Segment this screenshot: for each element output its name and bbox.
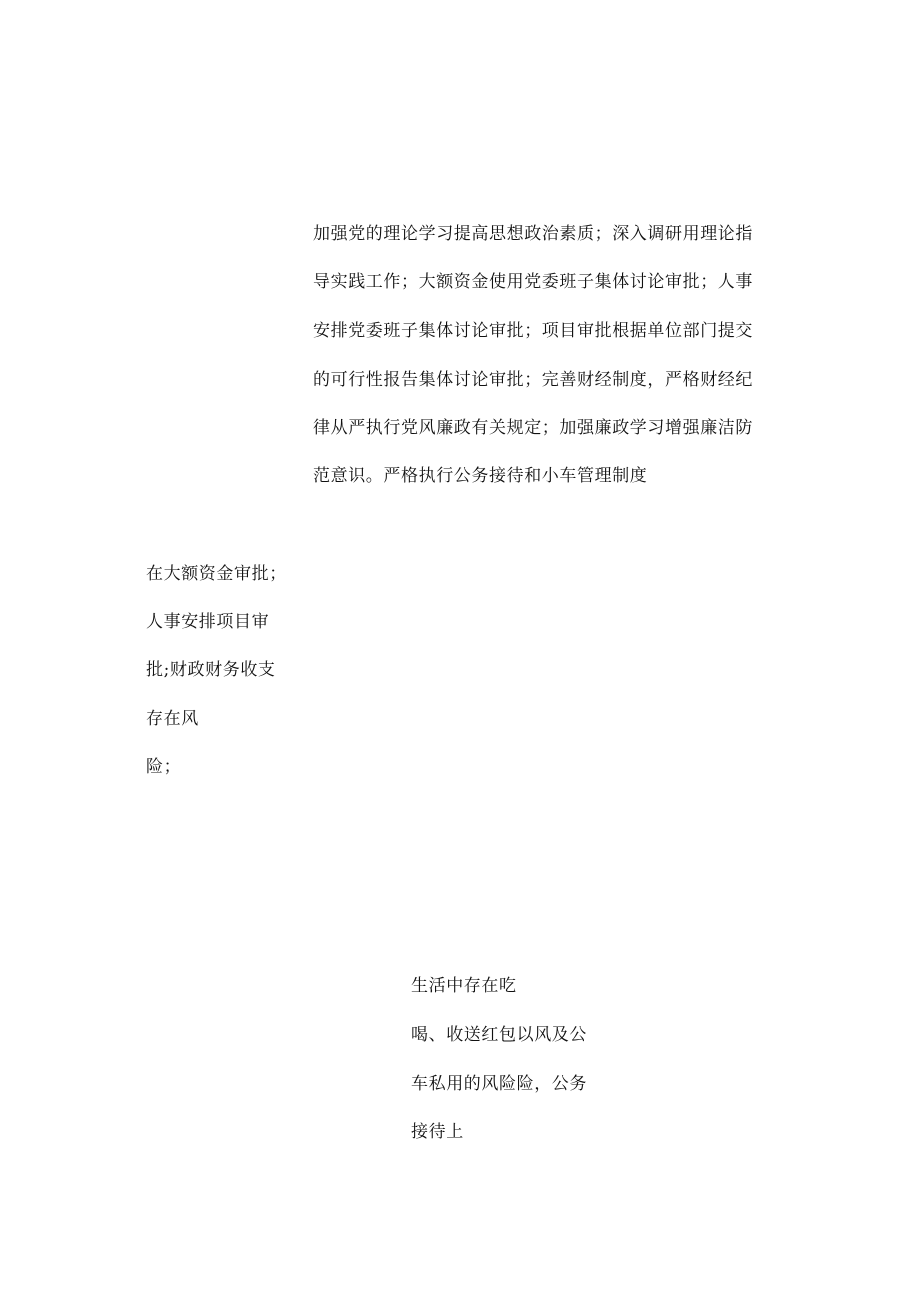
measures-line-6: 范意识。严格执行公务接待和小车管理制度 [313,466,648,486]
risk-bottom-line-3: 车私用的风险险，公务 [411,1074,587,1094]
measures-text-block [313,219,783,489]
risk-bottom-line-2: 喝、收送红包以风及公 [411,1025,587,1045]
risk-left-line-5: 险； [146,757,182,777]
risk-left-line-3: 批;财政财务收支 [146,660,276,680]
risk-left-line-2: 人事安排项目审 [146,612,270,632]
risk-description-bottom [411,971,611,1141]
measures-line-5: 律从严执行党风廉政有关规定；加强廉政学习增强廉洁防 [313,418,753,438]
risk-left-line-1: 在大额资金审批； [146,564,287,584]
measures-line-3: 安排党委班子集体讨论审批；项目审批根据单位部门提交 [313,321,753,341]
risk-description-left [146,559,306,779]
risk-left-line-4: 存在风 [146,709,199,729]
risk-bottom-line-4: 接待上 [411,1122,464,1142]
risk-bottom-line-1: 生活中存在吃 [411,976,517,996]
measures-line-1: 加强党的理论学习提高思想政治素质；深入调研用理论指 [313,224,753,244]
measures-line-4: 的可行性报告集体讨论审批；完善财经制度，严格财经纪 [313,370,753,390]
measures-line-2: 导实践工作；大额资金使用党委班子集体讨论审批；人事 [313,272,753,292]
